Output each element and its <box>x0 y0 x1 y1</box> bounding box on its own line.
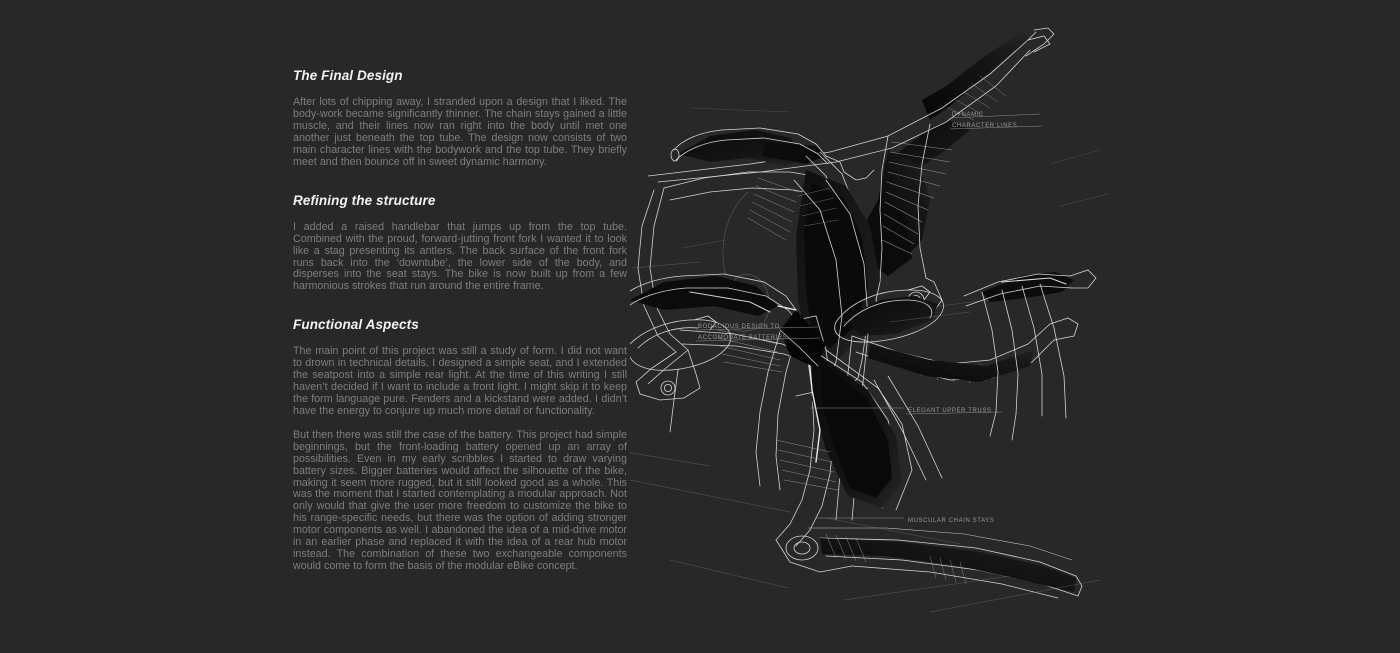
spacer <box>293 293 627 317</box>
section-the-final-design <box>293 68 627 169</box>
section-heading: Refining the structure <box>293 192 436 208</box>
section-functional-aspects <box>293 317 627 573</box>
section-heading: Functional Aspects <box>293 317 419 333</box>
section-heading: The Final Design <box>293 68 403 83</box>
spacer <box>293 169 627 193</box>
handlebar-fork-study <box>636 128 880 400</box>
sketch-svg <box>630 0 1400 653</box>
section-paragraph: After lots of chipping away, I stranded upon a design that I liked. The body-work became significantly thinner. The chain stays gained a little muscle, and their lines now ran right into the body until met one another just beneath the top tube. The design now consists of two main character lines with the bodywork and the top tube. They briefly meet and then bounce off in sweet dynamic harmony. <box>293 96 627 168</box>
sketch-linework <box>630 28 1108 612</box>
section-refining-the-structure <box>293 193 627 294</box>
ebike-concept-sketch <box>630 0 1400 653</box>
main-bike-study <box>630 262 1100 612</box>
annotation-dynamic-character-lines <box>950 112 1042 129</box>
section-paragraph: The main point of this project was still a study of form. I did not want to drown in technical details. I designed a simple seat, and I extended the seatpost into a simple rear light. At the time of this writing I still haven’t decided if I want to include a front light. I might skip it to keep the form language pure. Fenders and a kickstand were added. I didn’t have the energy to conjure up much more detail or functionality. <box>293 345 627 417</box>
section-paragraph: I added a raised handlebar that jumps up from the top tube. Combined with the proud, forward-jutting front fork I wanted it to look like a stag presenting its antlers. The back surface of the front fork runs back into the ‘downtube’, the lower side of the body, and disperses into the seat stays. The bike is now built up from a few harmonious strokes that run around the entire frame. <box>293 220 627 293</box>
annotation-line-1: ELEGANT UPPER TRUSS <box>908 408 992 414</box>
article-text-column <box>293 68 627 573</box>
annotation-line-2: ACCOMODATE BATTERIES <box>698 335 788 341</box>
section-paragraph: But then there was still the case of the battery. This project had simple beginnings, but the front-loading battery opened up an array of possibilities. Even in my early scribbles I started to draw varying battery sizes. Bigger batteries would affect the silhouette of the bike, making it seem more rugged, but it still looked good as a whole. This was the moment that I started contemplating a modular approach. Not only would that give the user more freedom to customize the bike to his range-specific needs, but there was the option of adding stronger motor components as well. I abandoned the idea of a mid-drive motor in an earlier phase and replaced it with the idea of a rear hub motor instead. The combination of these two exchangeable components would come to form the basis of the modular eBike concept. <box>293 428 627 572</box>
annotation-line-2: CHARACTER LINES <box>952 123 1018 129</box>
annotation-line-1: BODACIOUS DESIGN TO <box>698 324 780 330</box>
annotation-line-1: DYNAMIC <box>952 112 984 118</box>
annotation-line-1: MUSCULAR CHAIN STAYS <box>908 518 995 524</box>
